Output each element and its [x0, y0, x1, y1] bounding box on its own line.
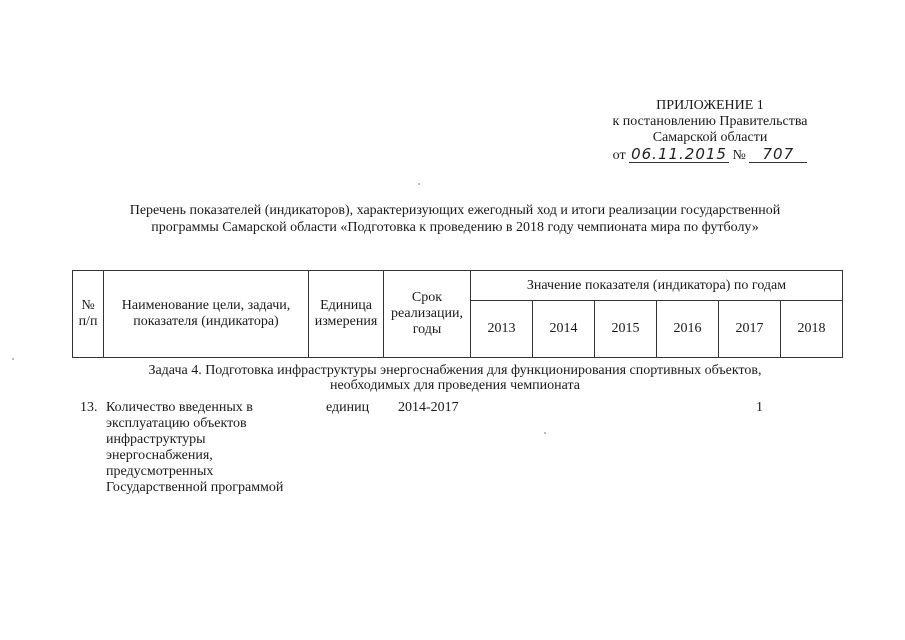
row-number: 13. — [80, 400, 98, 415]
col-term-header — [384, 271, 471, 358]
year-2014: 2014 — [533, 301, 595, 358]
appendix-line1: к постановлению Правительства — [612, 114, 808, 129]
year-2013: 2013 — [471, 301, 533, 358]
appendix-heading: ПРИЛОЖЕНИЕ 1 — [656, 98, 764, 113]
col-term-l2: реализации, — [391, 306, 463, 321]
indicators-table-header — [72, 270, 843, 358]
row-unit: единиц — [326, 400, 370, 415]
task-heading — [60, 363, 850, 393]
row-name-line: эксплуатацию объектов — [106, 416, 247, 431]
col-unit-l2: измерения — [314, 314, 378, 329]
number-value: 707 — [749, 146, 807, 163]
row-name-line: инфраструктуры — [106, 432, 206, 447]
col-number-header — [73, 271, 104, 358]
col-values-header: Значение показателя (индикатора) по годам — [471, 271, 843, 301]
appendix-date-line — [560, 146, 860, 164]
year-2016: 2016 — [657, 301, 719, 358]
year-2018: 2018 — [781, 301, 843, 358]
date-value: 06.11.2015 — [631, 145, 727, 163]
scan-speck — [544, 432, 546, 434]
row-term: 2014-2017 — [398, 400, 459, 415]
row-value-2017: 1 — [756, 400, 763, 415]
col-number-l2: п/п — [78, 314, 98, 329]
task-line2: необходимых для проведения чемпионата — [329, 378, 581, 393]
scan-speck — [418, 183, 420, 185]
number-prefix: № — [732, 148, 746, 163]
appendix-header — [560, 98, 860, 164]
year-2015: 2015 — [595, 301, 657, 358]
date-prefix: от — [612, 148, 626, 163]
col-name-l1: Наименование цели, задачи, — [121, 298, 291, 313]
scan-speck — [12, 358, 14, 360]
col-name-l2: показателя (индикатора) — [133, 314, 279, 329]
row-name-line: Количество введенных в — [106, 400, 253, 415]
task-line1: Задача 4. Подготовка инфраструктуры энергоснабжения для функционирования спортивных объектов, — [148, 363, 762, 378]
row-name — [106, 400, 316, 496]
col-unit-l1: Единица — [320, 298, 372, 313]
year-2017: 2017 — [719, 301, 781, 358]
title-line2: программы Самарской области «Подготовка к проведению в 2018 году чемпионата мира по футболу» — [151, 220, 759, 235]
title-line1: Перечень показателей (индикаторов), характеризующих ежегодный ход и итоги реализации государственной — [129, 203, 781, 218]
col-term-l1: Срок — [411, 290, 443, 305]
row-name-line: энергоснабжения, — [106, 448, 213, 463]
col-number-l1: № — [81, 298, 95, 313]
col-term-l3: годы — [412, 322, 442, 337]
row-name-line: предусмотренных — [106, 464, 214, 479]
col-name-header — [104, 271, 309, 358]
col-unit-header — [309, 271, 384, 358]
document-title — [60, 202, 850, 236]
appendix-line2: Самарской области — [652, 130, 768, 145]
row-name-line: Государственной программой — [106, 480, 284, 495]
